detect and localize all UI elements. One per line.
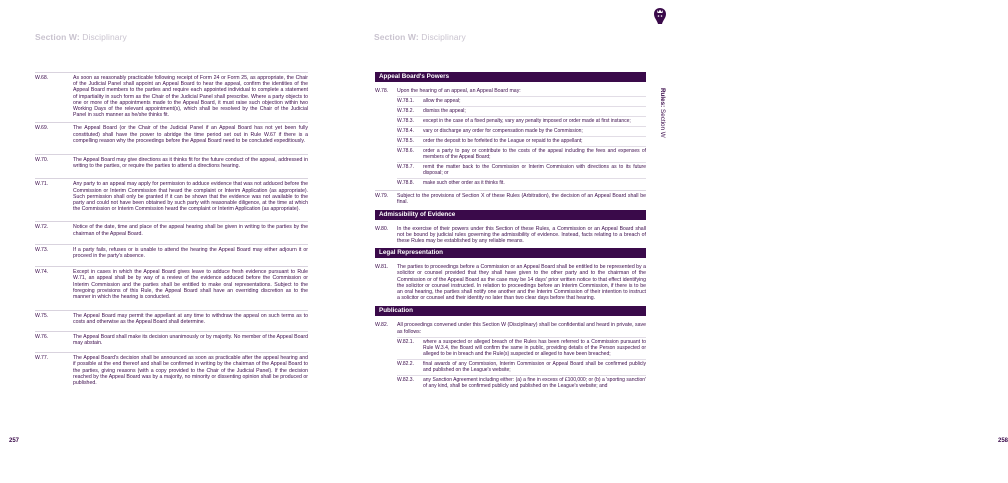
rule-row	[35, 331, 308, 346]
rule-text: Subject to the provisions of Section X of these Rules (Arbitration), the decision of an Appeal Board shall be final.	[397, 193, 646, 206]
rule-row	[375, 320, 646, 388]
rule-text: Notice of the date, time and place of the appeal hearing shall be given in writing to the parties by the chairman of the Appeal Board.	[73, 224, 308, 237]
rule-number: W.74.	[35, 269, 49, 276]
sub-rule-text: order the deposit to be forfeited to the League or repaid to the appellant;	[423, 138, 583, 145]
rule-text: Upon the hearing of an appeal, an Appeal Board may:	[397, 88, 521, 94]
rule-row	[35, 154, 308, 169]
rule-number: W.79.	[375, 193, 389, 200]
sub-rule-row	[397, 136, 646, 144]
sub-rule-number: W.78.3.	[397, 118, 414, 125]
left-page	[0, 0, 340, 483]
sub-rule-number: W.78.1.	[397, 98, 414, 105]
sub-rule-row	[397, 116, 646, 124]
side-label	[657, 88, 667, 168]
rule-row	[35, 72, 308, 118]
rule-row	[35, 178, 308, 212]
rule-number: W.82.	[375, 322, 389, 329]
section-heading: Appeal Board's Powers	[375, 72, 646, 82]
left-section-title-bold: Section W:	[35, 32, 80, 42]
rule-body	[397, 264, 646, 301]
sub-rule-row	[397, 146, 646, 160]
rule-body	[397, 193, 646, 205]
sub-rule-row	[397, 359, 646, 373]
rule-row	[35, 310, 308, 325]
rule-text: The parties to proceedings before a Commission or an Appeal Board shall be entitled to be represented by a solicitor or counsel provided that they shall have given to the other party and to the chairman of the Commission or of the Appeal Board as the case may be 14 days' prior written notice to that effect identifying the solicitor or counsel instructed. In relation to proceedings before an Interim Commission, if there is to be an oral hearing, the parties shall notify one another and the Interim Commission of their intention to instruct a solicitor or counsel and their identity no later than two clear days before that hearing.	[397, 264, 646, 302]
section-heading: Publication	[375, 306, 646, 316]
left-section-title-thin: Disciplinary	[82, 32, 127, 42]
rule-number: W.71.	[35, 181, 49, 188]
left-rule-list	[35, 72, 308, 386]
sub-rule-number: W.78.8.	[397, 180, 414, 187]
side-label-thin: Section W	[659, 109, 666, 138]
right-section-title-bold: Section W:	[374, 32, 419, 42]
rule-body	[397, 226, 646, 245]
rule-number: W.72.	[35, 224, 49, 231]
rule-text: If a party fails, refuses or is unable to attend the hearing the Appeal Board may either adjourn it or proceed in the party's absence.	[73, 246, 308, 260]
rule-text: The Appeal Board's decision shall be announced as soon as practicable after the appeal hearing and if possible at the end thereof and shall be confirmed in writing by the chairman of the Appeal Board to the parties, giving reasons (with a copy provided to the Chair of the Judicial Panel). If the decision reached by the Appeal Board was by a majority, no minority or dissenting opinion shall be produced or published.	[73, 355, 308, 386]
rule-row	[375, 224, 646, 245]
sub-rule-row	[397, 126, 646, 134]
sub-rule-text: make such other order as it thinks fit.	[423, 180, 505, 187]
rule-row	[35, 221, 308, 236]
rule-number: W.70.	[35, 157, 49, 164]
rule-text: The Appeal Board may give directions as it thinks fit for the future conduct of the appeal, addressed in writing to the parties, or require the parties to attend a directions hearing.	[73, 157, 308, 170]
sub-rule-row	[397, 162, 646, 176]
sub-rule-row	[397, 106, 646, 114]
right-content-column	[375, 72, 646, 389]
sub-rule-number: W.78.4.	[397, 128, 414, 135]
rule-number: W.69.	[35, 125, 49, 132]
rule-number: W.77.	[35, 355, 49, 362]
rule-number: W.73.	[35, 246, 49, 253]
sub-rule-number: W.78.6.	[397, 148, 414, 155]
rule-number: W.80.	[375, 225, 389, 232]
sub-rule-text: remit the matter back to the Commission or Interim Commission with directions as to its future disposal; or	[423, 164, 646, 177]
side-label-bold: Rules:	[659, 88, 666, 108]
rule-number: W.68.	[35, 75, 49, 81]
rule-text: The Appeal Board (or the Chair of the Judicial Panel if an Appeal Board has not yet been fully constituted) shall have the power to abridge the time period set out in Rule W.67 if there is a compelling reason why the proceedings before the Appeal Board need to be concluded expeditiously.	[73, 125, 308, 144]
sub-rule-number: W.78.7.	[397, 164, 414, 171]
rule-text: In the exercise of their powers under this Section of these Rules, a Commission or an Appeal Board shall not be bound by judicial rules governing the admissibility of evidence. Instead, facts relating to a breach of these Rules may be established by any reliable means.	[397, 225, 646, 245]
rule-row	[375, 86, 646, 186]
sub-rule-text: allow the appeal;	[423, 98, 461, 105]
rule-row	[35, 122, 308, 144]
rule-number: W.75.	[35, 313, 49, 320]
sub-rule-number: W.82.1.	[397, 338, 414, 345]
rule-number: W.78.	[375, 88, 389, 94]
sub-rule-number: W.82.3.	[397, 376, 414, 383]
rule-number: W.76.	[35, 333, 49, 340]
right-page-number: 258	[998, 438, 1008, 444]
rule-text: Except in cases in which the Appeal Board gives leave to adduce fresh evidence pursuant to Rule W.71, an appeal shall be by way of a review of the evidence adduced before the Commission or Interim Commission and the parties shall be entitled to make oral representations. Subject to the foregoing provisions of this Rule, the Appeal Board shall have an overriding discretion as to the manner in which the hearing is conducted.	[73, 269, 308, 301]
rule-row	[375, 262, 646, 301]
sub-rule-text: where a suspected or alleged breach of the Rules has been referred to a Commission pursuant to Rule W.3.4, the Board will confirm the same in public, providing details of the Person suspected or alleged to be in breach and the Rule(s) suspected or alleged to have been breached;	[423, 338, 646, 357]
sub-rule-text: final awards of any Commission, Interim Commission or Appeal Board shall be confirmed publicly and published on the League's website;	[423, 360, 646, 373]
rule-row	[35, 352, 308, 386]
rule-text: The Appeal Board may permit the appellant at any time to withdraw the appeal on such terms as to costs and otherwise as the Appeal Board shall determine.	[73, 313, 308, 326]
rule-row	[35, 266, 308, 300]
rule-body	[397, 322, 646, 388]
right-section-title	[374, 32, 466, 42]
sub-rule-text: order a party to pay or contribute to the costs of the appeal including the fees and expenses of members of the Appeal Board;	[423, 148, 646, 161]
sub-rule-text: any Sanction Agreement including either: (a) a fine in excess of £100,000; or (b) a 'sporting sanction' of any kind, shall be confirmed publicly and published on the League's website; and	[423, 376, 646, 389]
lion-crest-icon	[652, 7, 668, 25]
sub-rule-number: W.82.2.	[397, 360, 414, 367]
section-heading: Admissibility of Evidence	[375, 210, 646, 220]
rule-row	[375, 190, 646, 205]
sub-rule-row	[397, 96, 646, 104]
sub-rule-text: except in the case of a fixed penalty, vary any penalty imposed or order made at first instance;	[423, 118, 631, 125]
sub-rule-text: vary or discharge any order for compensation made by the Commission;	[423, 128, 583, 135]
sub-rule-number: W.78.2.	[397, 108, 414, 115]
left-section-title	[35, 32, 127, 42]
rule-text: All proceedings convened under this Section W (Disciplinary) shall be confidential and heard in private, save as follows:	[397, 322, 646, 335]
sub-rule-row	[397, 178, 646, 186]
rule-number: W.81.	[375, 264, 389, 271]
sub-rule-number: W.78.5.	[397, 138, 414, 145]
rule-body	[397, 88, 646, 186]
rule-text: As soon as reasonably practicable following receipt of Form 24 or Form 25, as appropriate, the Chair of the Judicial Panel shall appoint an Appeal Board to hear the appeal, confirm the identities of the Appeal Board members to the parties and require each appointed individual to complete a statement of impartiality in such form as the Chair of the Judicial Panel shall prescribe. Where a party objects to one or more of the appointments made to the Appeal Board, it must raise such objection within two Working Days of the relevant appointment(s), which shall be resolved by the Chair of the Judicial Panel in such manner as he/she thinks fit.	[73, 75, 308, 119]
section-heading: Legal Representation	[375, 248, 646, 258]
sub-rule-text: dismiss the appeal;	[423, 108, 466, 115]
rule-text: The Appeal Board shall make its decision unanimously or by majority. No member of the Appeal Board may abstain.	[73, 333, 308, 346]
rule-row	[35, 244, 308, 259]
right-section-title-thin: Disciplinary	[421, 32, 466, 42]
left-page-number: 257	[9, 438, 20, 444]
sub-rule-row	[397, 337, 646, 357]
rule-text: Any party to an appeal may apply for permission to adduce evidence that was not adduced before the Commission or Interim Commission that heard the complaint or Interim Application (as appropriate). Such permission shall only be granted if it can be shown that the evidence was not available to the party and could not have been obtained by such party with reasonable diligence, at the time at which the Commission or Interim Commission heard the complaint or Interim Application (as appropriate).	[73, 181, 308, 213]
sub-rule-row	[397, 375, 646, 389]
